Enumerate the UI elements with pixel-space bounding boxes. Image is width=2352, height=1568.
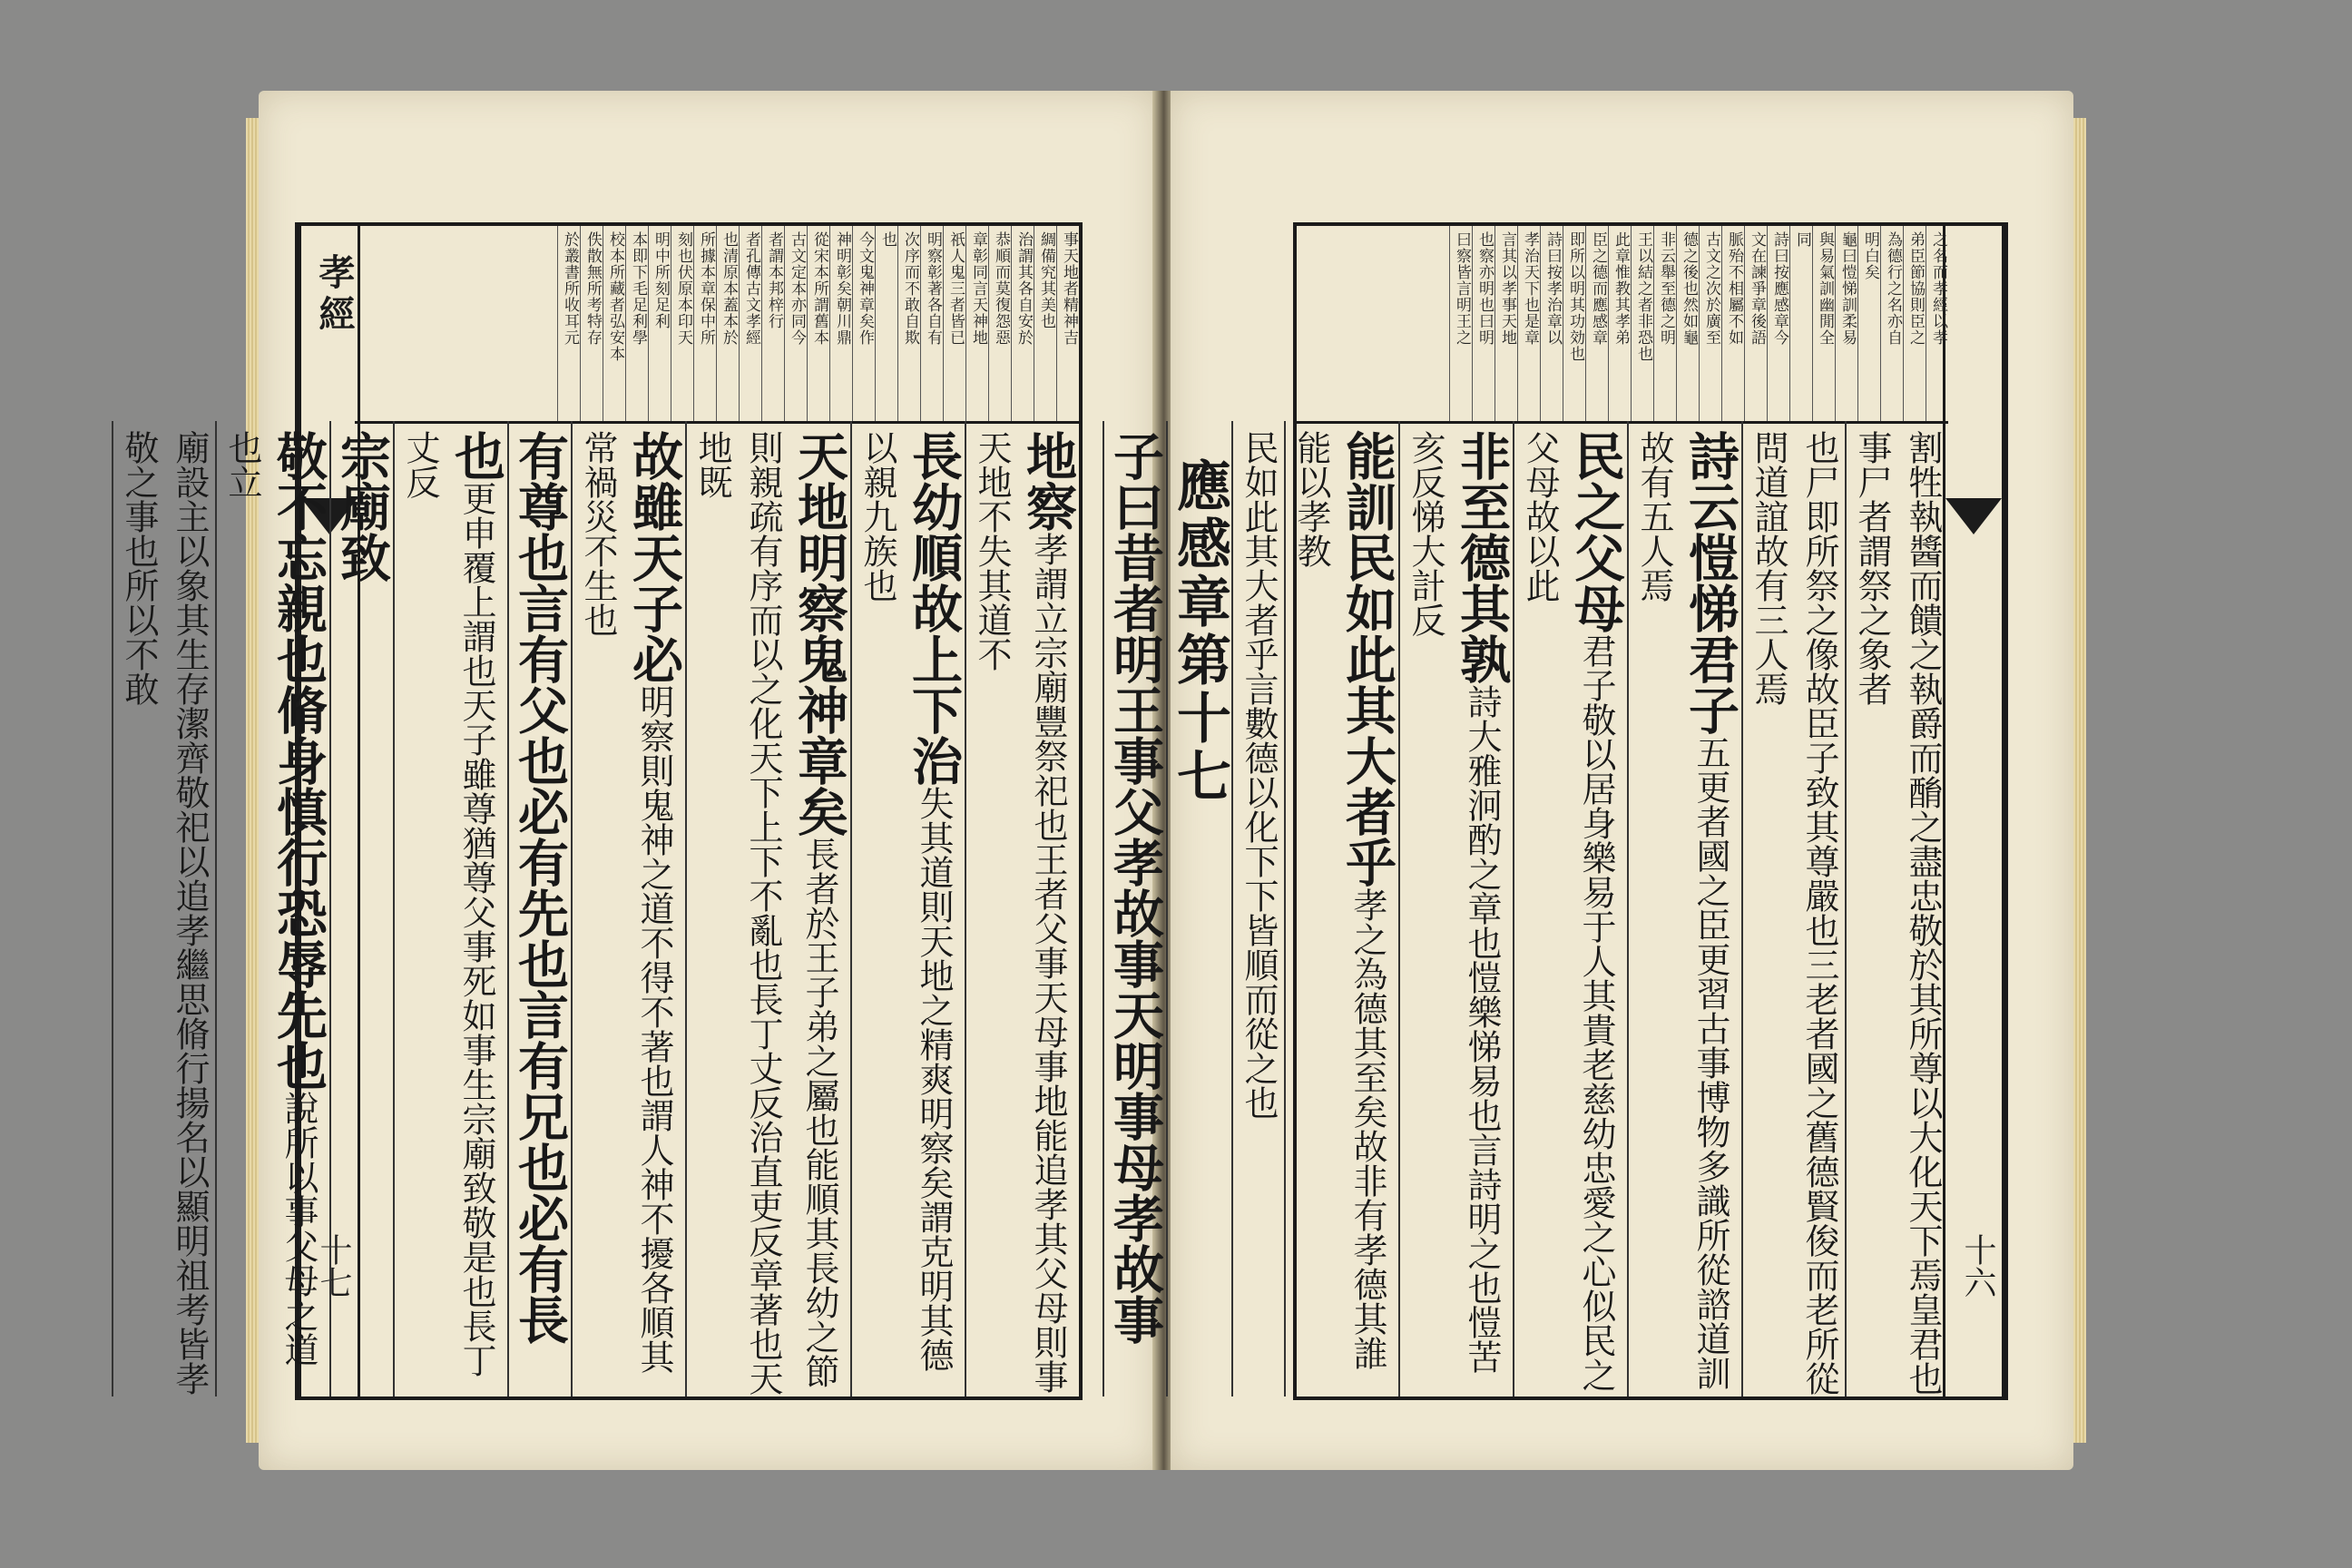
text-column [1845,421,1948,1396]
headnote-line: 佚散無所考特存 [580,226,603,421]
commentary-text: 也尸即所祭之像故臣子致其尊嚴也三老者國之舊德賢俊而老所從問道誼故有三人焉 [1749,430,1839,1396]
open-book [119,91,2073,1470]
main-text: 宗廟致 [332,430,392,583]
commentary-text: 割牲執醬而饋之執爵而酳之盡忠敬於其所尊以大化天下焉皇君也事尸者謂祭之象者 [1852,430,1943,1396]
main-text: 地察 [1018,430,1078,532]
left-page [119,91,1157,1470]
fishtail-icon [1945,498,2002,534]
text-column [507,421,571,1396]
right-frame [1105,222,2008,1400]
text-column [1513,421,1627,1396]
headnote-line: 詩曰按應感章今 [1767,226,1789,421]
commentary-text: 孝謂立宗廟豐祭祀也王者父事天母事地能追孝其父母則事天地不失其道不 [972,430,1068,1394]
commentary-text: 廟設主以象其生存潔齊敬祀以追孝繼思脩行揚名以顯明祖考皆孝敬之事也所以不敢 [119,430,210,1396]
text-column [215,421,329,1396]
chapter-title: 應感章第十七 [1166,421,1231,1396]
headnote-line: 也清原本蓋本於 [716,226,739,421]
left-frame [119,222,1083,1400]
main-text: 故雖天子必 [624,430,684,684]
headnote-line: 弟臣節協則臣之 [1903,226,1926,421]
headnote-line: 同 [1789,226,1812,421]
commentary-text: 明察則鬼神之道不得不著也謂人神不擾各順其常禍災不生也 [578,430,674,1374]
headnote-line: 祇人鬼三者皆已 [943,226,965,421]
headnote-line: 即所以明其功効也 [1563,226,1585,421]
headnote-line: 者孔傳古文孝經 [739,226,761,421]
headnote-line: 王以結之者非恐也 [1631,226,1653,421]
commentary-text: 君子敬以居身樂易于人其貴老慈幼忠愛之心似民之父母故以此 [1520,430,1616,1392]
text-column [1284,421,1398,1396]
text-column [965,421,1079,1396]
headnote-line: 曰察皆言明王之 [1449,226,1472,421]
text-column [112,421,215,1396]
headnote-line: 神明彰矣朝川鼎 [829,226,852,421]
headnote-line: 刻也伏原本印天 [671,226,693,421]
right-headnotes [1297,226,1948,424]
text-column [571,421,685,1396]
commentary-text: 五更者國之臣更習古事博物多識所從諮道訓故有五人焉 [1634,430,1730,1390]
headnote-line: 龜曰愷悌訓柔易 [1835,226,1857,421]
headnote-line: 與易氣訓幽閒全 [1812,226,1835,421]
headnote-line: 綢備究其美也 [1034,226,1056,421]
headnote-line: 言其以孝事天地 [1494,226,1517,421]
headnote-line: 德之後也然如龜 [1676,226,1699,421]
text-column [1231,421,1284,1396]
main-text: 非至德其孰 [1452,430,1512,684]
headnote-line: 此章惟教其孝弟 [1608,226,1631,421]
text-column [1102,421,1166,1396]
headnote-line: 明中所刻足利 [648,226,671,421]
text-column [1741,421,1845,1396]
text-column [850,421,965,1396]
headnote-line: 恭順而莫復怨惡 [988,226,1011,421]
headnote-line: 章彰同言天神地 [965,226,988,421]
headnote-line: 事天地者精神吉 [1056,226,1079,421]
headnote-line: 也察亦明也曰明 [1472,226,1494,421]
main-text: 長幼順故上下治 [904,430,964,786]
main-text: 民之父母 [1566,430,1626,633]
commentary-text: 民如此其大者乎言數德以化下下皆順而從之也 [1239,430,1279,1120]
main-text: 敬不忘親也脩身慎行恐辱先也 [269,430,328,1091]
headnote-line: 之名而孝經以孝 [1926,226,1948,421]
headnote-line: 治謂其各自安於 [1011,226,1034,421]
right-folio: 十六 [1959,1233,1996,1298]
headnote-line: 古文定本亦同今 [784,226,807,421]
right-page [1105,91,2073,1470]
main-text: 能訓民如此其大者乎 [1338,430,1397,887]
headnote-line: 校本所藏者弘安本 [603,226,625,421]
headnote-line: 為德行之名亦自 [1880,226,1903,421]
book-title: 孝經 [313,253,356,337]
headnote-line: 本即下毛足利學 [625,226,648,421]
commentary-text: 詩大雅泂酌之章也愷樂悌易也言詩明之也愷苦亥反悌大計反 [1406,430,1502,1374]
text-column [685,421,850,1396]
headnote-line: 明白矣 [1857,226,1880,421]
main-text: 有尊也言有父也必有先也言有兄也必有長 [510,430,570,1345]
headnote-line: 明察彰著各自有 [920,226,943,421]
right-body-text [1105,421,1948,1396]
headnote-line: 所據本章保中所 [693,226,716,421]
headnote-line: 脈殆不相屬不如 [1721,226,1744,421]
page-edge-right [2073,118,2086,1443]
main-text: 詩云愷悌君子 [1681,430,1740,735]
commentary-text: 長者於王子弟之屬也能順其長幼之節則親疏有序而以之化天下上下不亂也長丁丈反治直吏反章著也天地既 [692,430,839,1396]
left-folio: 十七 [315,1233,352,1298]
headnote-line: 次序而不敢自欺 [897,226,920,421]
text-column [393,421,507,1396]
headnote-line: 今文鬼神章矣作 [852,226,875,421]
commentary-text: 更申覆上謂也天子雖尊猶尊父事死如事生宗廟致敬是也長丁丈反 [400,430,496,1377]
text-column [329,421,393,1396]
main-text: 也 [446,430,506,481]
headnote-line: 者謂本邦梓行 [761,226,784,421]
commentary-text: 孝之為德其至矣故非有孝德其誰能以孝教 [1291,430,1387,1370]
left-headnotes [355,226,1079,424]
right-center-column [1943,226,2004,1396]
commentary-text: 失其道則天地之精爽明察矣謂克明其德以親九族也 [858,430,954,1372]
headnote-line: 詩曰按孝治章以 [1540,226,1563,421]
main-text: 天地明察鬼神章矣 [789,430,849,837]
headnote-line: 從宋本所謂舊本 [807,226,829,421]
headnote-line: 也 [875,226,897,421]
headnote-line: 文在諫爭章後語 [1744,226,1767,421]
text-column [1627,421,1741,1396]
headnote-line: 非云舉至德之明 [1653,226,1676,421]
headnote-line: 於叢書所收耳元 [557,226,580,421]
main-text: 子曰昔者明王事父孝故事天明事母孝故事 [1105,430,1165,1345]
headnote-line: 臣之德而應感章 [1585,226,1608,421]
headnote-line: 孝治天下也是章 [1517,226,1540,421]
text-column [1398,421,1513,1396]
commentary-text: 說所以事父母之道也立 [222,430,318,1367]
headnote-line: 古文之次於廣至 [1699,226,1721,421]
